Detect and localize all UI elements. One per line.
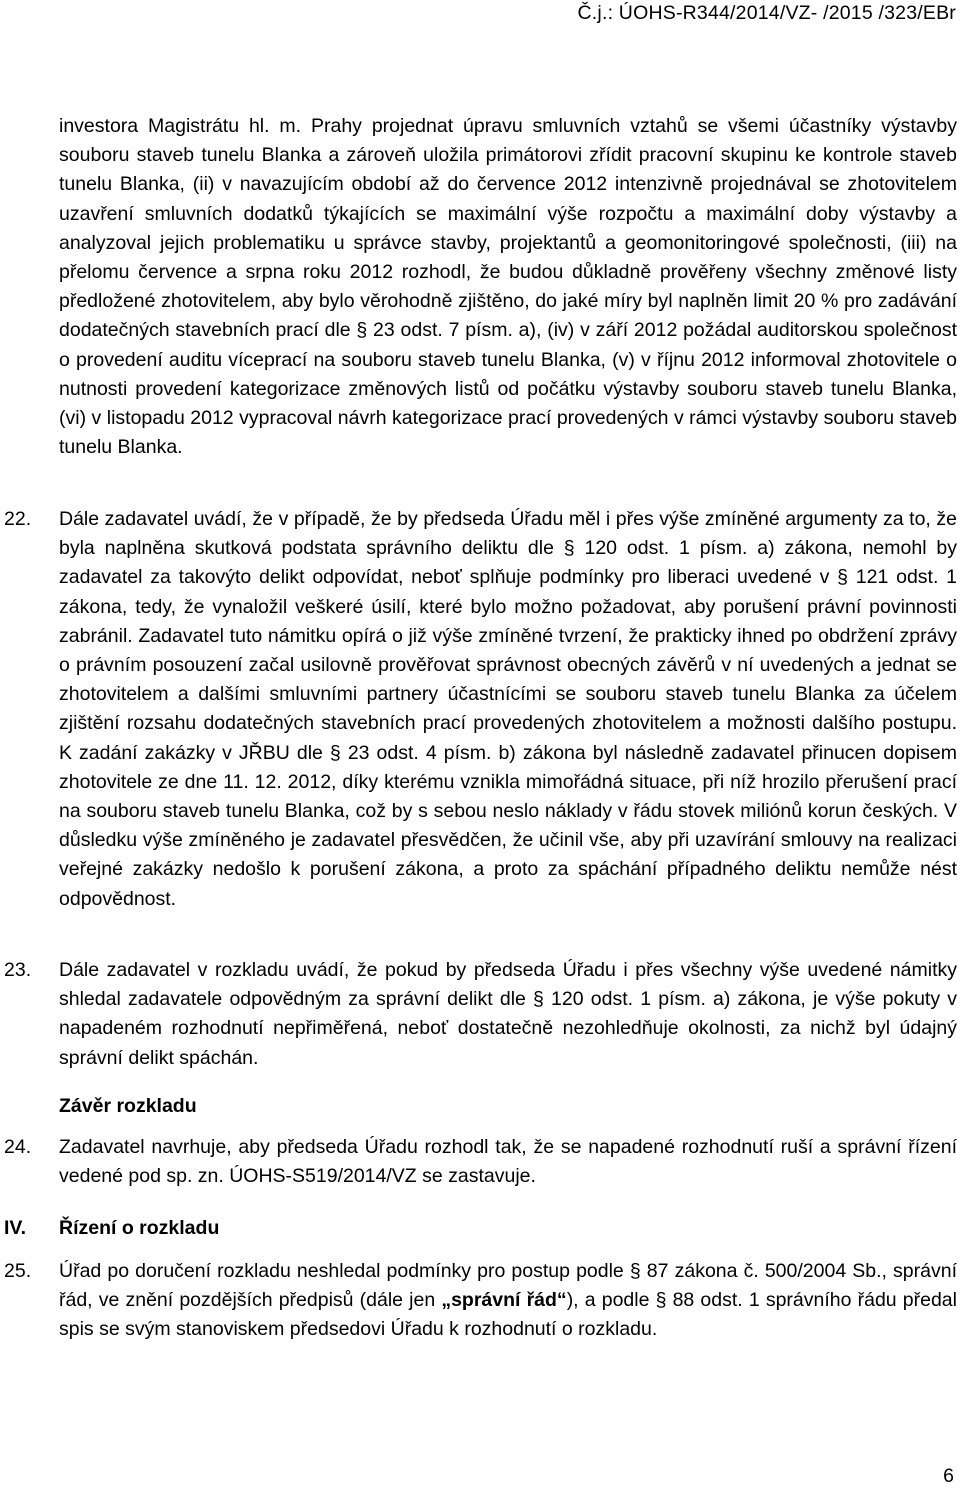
document-reference-header: Č.j.: ÚOHS-R344/2014/VZ- /2015 /323/EBr xyxy=(577,2,956,24)
section-title-rizeni-o-rozkladu: Řízení o rozkladu xyxy=(59,1217,220,1239)
paragraph-number-24: 24. xyxy=(4,1136,32,1158)
paragraph-number-25: 25. xyxy=(4,1260,32,1282)
paragraph-25-part-2: ), a podle § 88 odst. 1 správního řádu předal spis se svým stanoviskem předsedovi Úřadu k rozhodnutí o rozkladu. xyxy=(59,1289,957,1341)
paragraph-24: Zadavatel navrhuje, aby předseda Úřadu rozhodl tak, že se napadené rozhodnutí ruší a správní řízení vedené pod sp. zn. ÚOHS-S519/2014/VZ se zastavuje. xyxy=(59,1136,957,1188)
paragraph-25-part-1: Úřad po doručení rozkladu neshledal podmínky pro postup podle § 87 zákona č. 500/2004 Sb., správní řád, ve znění pozdějších předpisů (dále jen xyxy=(59,1260,957,1312)
paragraph-23: Dále zadavatel v rozkladu uvádí, že pokud by předseda Úřadu i přes všechny výše uvedené námitky shledal zadavatele odpovědným za správní delikt dle § 120 odst. 1 písm. a) zákona, je výše pokuty v napadeném rozhodnutí nepřiměřená, neboť dostatečně nezohledňuje okolnosti, za nichž byl údajný správní delikt spáchán. xyxy=(59,959,957,1069)
paragraph-22: Dále zadavatel uvádí, že v případě, že by předseda Úřadu měl i přes výše zmíněné argumenty za to, že byla naplněna skutková podstata správního deliktu dle § 120 odst. 1 písm. a) zákona, nemohl by zadavatel za takovýto delikt odpovídat, neboť splňuje podmínky pro liberaci uvedené v § 121 odst. 1 zákona, tedy, že vynaložil veškeré úsilí, které bylo možno požadovat, aby porušení právní povinnosti zabránil. Zadavatel tuto námitku opírá o již výše zmíněné tvrzení, že prakticky ihned po obdržení zprávy o právním posouzení začal usilovně prověřovat správnost obecných závěrů v ní uvedených a jednat se zhotovitelem a dalšími smluvními partnery účastnícími se souboru staveb tunelu Blanka za účelem zjištění rozsahu dodatečných stavebních prací provedených zhotovitelem a možnosti dalšího postupu. K zadání zakázky v JŘBU dle § 23 odst. 4 písm. b) zákona byl následně zadavatel přinucen dopisem zhotovitele ze dne 11. 12. 2012, díky kterému vznikla mimořádná situace, při níž hrozilo přerušení prací na souboru staveb tunelu Blanka, což by s sebou neslo náklady v řádu stovek miliónů korun českých. V důsledku výše zmíněného je zadavatel přesvědčen, že učinil vše, aby při uzavírání smlouvy na realizaci veřejné zakázky nedošlo k porušení zákona, a proto za spáchání případného deliktu nemůže nést odpovědnost. xyxy=(59,508,957,910)
paragraph-21-continuation: investora Magistrátu hl. m. Prahy projednat úpravu smluvních vztahů se všemi účastníky výstavby souboru staveb tunelu Blanka a zároveň uložila primátorovi zřídit pracovní skupinu ke kontrole staveb tunelu Blanka, (ii) v navazujícím období až do července 2012 intenzivně projednával se zhotovitelem uzavření smluvních dodatků týkajících se maximální výše rozpočtu a maximální doby výstavby a analyzoval jejich problematiku u správce stavby, projektantů a geomonitoringové společnosti, (iii) na přelomu července a srpna roku 2012 rozhodl, že budou důkladně prověřeny všechny změnové listy předložené zhotovitelem, aby bylo věrohodně zjištěno, do jaké míry byl naplněn limit 20 % pro zadávání dodatečných stavebních prací dle § 23 odst. 7 písm. a), (iv) v září 2012 požádal auditorskou společnost o provedení auditu víceprací na souboru staveb tunelu Blanka, (v) v říjnu 2012 informoval zhotovitele o nutnosti provedení kategorizace změnových listů od počátku výstavby souboru staveb tunelu Blanka, (vi) v listopadu 2012 vypracoval návrh kategorizace prací provedených v rámci výstavby souboru staveb tunelu Blanka. xyxy=(59,115,957,459)
paragraph-25-defined-term: „správní řád“ xyxy=(441,1289,567,1312)
paragraph-number-22: 22. xyxy=(4,508,32,530)
page-number: 6 xyxy=(943,1465,954,1487)
section-number-iv: IV. xyxy=(4,1217,27,1239)
paragraph-25 xyxy=(59,1257,957,1345)
heading-zaver-rozkladu: Závěr rozkladu xyxy=(59,1095,197,1117)
paragraph-number-23: 23. xyxy=(4,959,32,981)
